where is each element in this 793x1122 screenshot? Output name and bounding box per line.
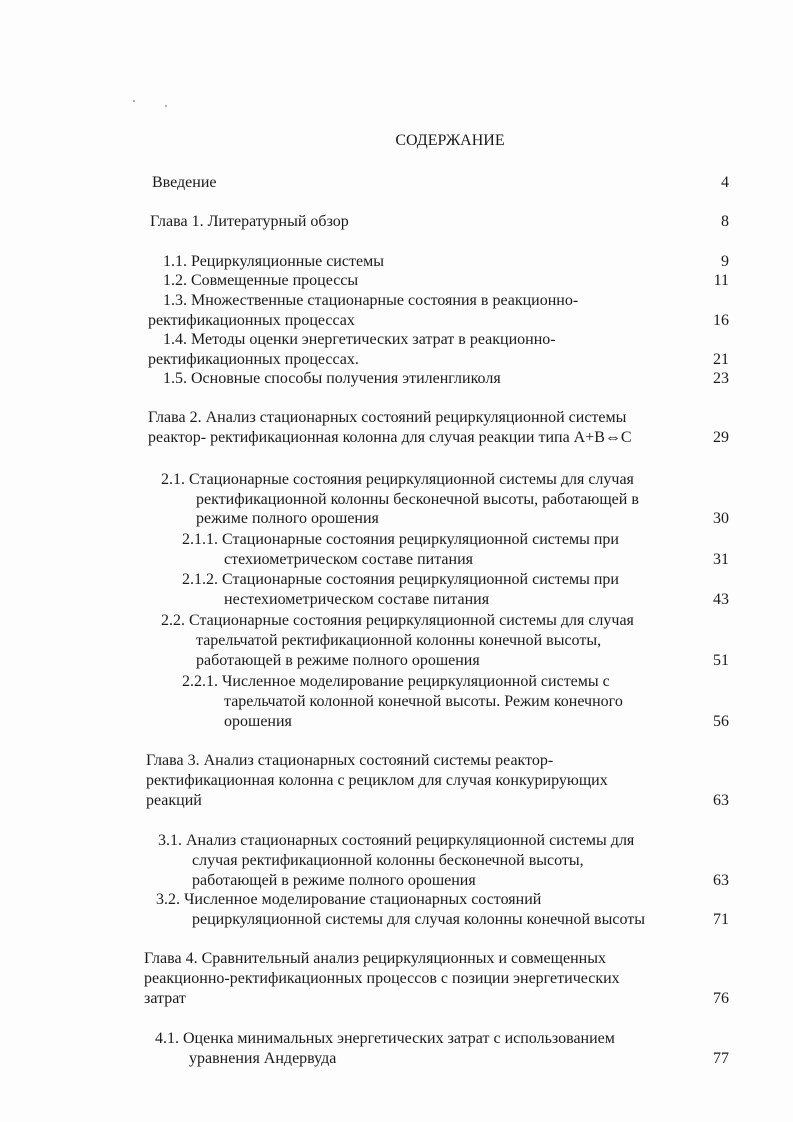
- toc-entry-text: 2.1. Стационарные состояния рециркуляционной системы для случая: [161, 471, 634, 488]
- toc-entry-text: орошения: [224, 713, 292, 730]
- toc-entry-text: ректификационных процессах.: [148, 351, 359, 368]
- toc-page-number: 21: [713, 351, 729, 368]
- toc-entry-text: Глава 2. Анализ стационарных состояний рециркуляционной системы: [148, 409, 627, 426]
- toc-page-number: 30: [713, 510, 729, 527]
- toc-entry-text: уравнения Андервуда: [189, 1050, 337, 1067]
- toc-entry-text: ректификационная колонна с рециклом для случая конкурирующих: [146, 772, 608, 789]
- toc-page-number: 76: [713, 990, 729, 1007]
- toc-entry-text: режиме полного орошения: [196, 510, 379, 527]
- toc-page-number: 23: [713, 370, 729, 387]
- toc-entry-text: тарельчатой колонной конечной высоты. Режим конечного: [224, 693, 623, 710]
- toc-entry-text: стехиометрическом составе питания: [224, 551, 473, 568]
- toc-page-number: 56: [713, 713, 729, 730]
- toc-page-number: 31: [713, 551, 729, 568]
- toc-entry-text: Глава 3. Анализ стационарных состояний системы реактор-: [146, 752, 554, 769]
- toc-page-number: 8: [721, 213, 729, 230]
- toc-page-number: 16: [713, 312, 729, 329]
- toc-entry-text: 2.2.1. Численное моделирование рециркуляционной системы с: [182, 673, 610, 690]
- toc-entry-text: работающей в режиме полного орошения: [192, 872, 476, 889]
- toc-entry-text: работающей в режиме полного орошения: [196, 652, 480, 669]
- toc-entry-text: Глава 1. Литературный обзор: [150, 213, 349, 230]
- toc-entry-text: ректификационной колонны бесконечной высоты, работающей в: [196, 491, 639, 508]
- toc-entry-text: 1.1. Рециркуляционные системы: [163, 253, 384, 270]
- toc-page-number: 63: [713, 872, 729, 889]
- toc-entry-text: реакций: [146, 792, 202, 809]
- toc-entry-text: 3.1. Анализ стационарных состояний рециркуляционной системы для: [158, 832, 635, 849]
- scan-speck: [133, 100, 135, 102]
- toc-entry-text: 2.1.1. Стационарные состояния рециркуляционной системы при: [182, 531, 619, 548]
- toc-entry-text: реактор- ректификационная колонна для случая реакции типа A+B⇔C: [148, 429, 632, 446]
- toc-entry-text: 2.1.2. Стационарные состояния рециркуляционной системы при: [182, 571, 619, 588]
- toc-page-number: 71: [713, 911, 729, 928]
- toc-entry-text: ректификационных процессах: [148, 312, 355, 329]
- toc-page-number: 9: [721, 253, 729, 270]
- toc-page-number: 51: [713, 652, 729, 669]
- toc-entry-text: 1.3. Множественные стационарные состояния в реакционно-: [163, 292, 579, 309]
- toc-entry-text: 1.4. Методы оценки энергетических затрат в реакционно-: [163, 331, 556, 348]
- toc-entry-text: случая ректификационной колонны бесконечной высоты,: [192, 852, 584, 869]
- toc-page-number: 63: [713, 792, 729, 809]
- toc-entry-text: 4.1. Оценка минимальных энергетических затрат с использованием: [155, 1030, 615, 1047]
- toc-entry-text: тарельчатой ректификационной колонны конечной высоты,: [196, 632, 602, 649]
- toc-entry-text: 3.2. Численное моделирование стационарных состояний: [156, 891, 542, 908]
- toc-entry-text: реакционно-ректификационных процессов с позиции энергетических: [144, 970, 620, 987]
- toc-entry-text: 1.2. Совмещенные процессы: [163, 272, 359, 289]
- page-title: СОДЕРЖАНИЕ: [395, 132, 505, 149]
- toc-entry-text: 1.5. Основные способы получения этиленгликоля: [163, 370, 501, 387]
- toc-entry-text: 2.2. Стационарные состояния рециркуляционной системы для случая: [161, 612, 634, 629]
- toc-page-number: 11: [713, 272, 729, 289]
- scan-speck: [165, 105, 167, 107]
- toc-page-number: 29: [713, 429, 729, 446]
- toc-page-number: 77: [713, 1050, 729, 1067]
- toc-entry-text: Глава 4. Сравнительный анализ рециркуляционных и совмещенных: [144, 950, 606, 967]
- toc-page-number: 4: [721, 174, 729, 191]
- toc-entry-text: нестехиометрическом составе питания: [224, 591, 490, 608]
- toc-entry-text: затрат: [144, 990, 186, 1007]
- toc-entry-text: рециркуляционной системы для случая колонны конечной высоты: [192, 911, 645, 928]
- toc-page-number: 43: [713, 591, 729, 608]
- toc-entry-text: Введение: [152, 174, 217, 191]
